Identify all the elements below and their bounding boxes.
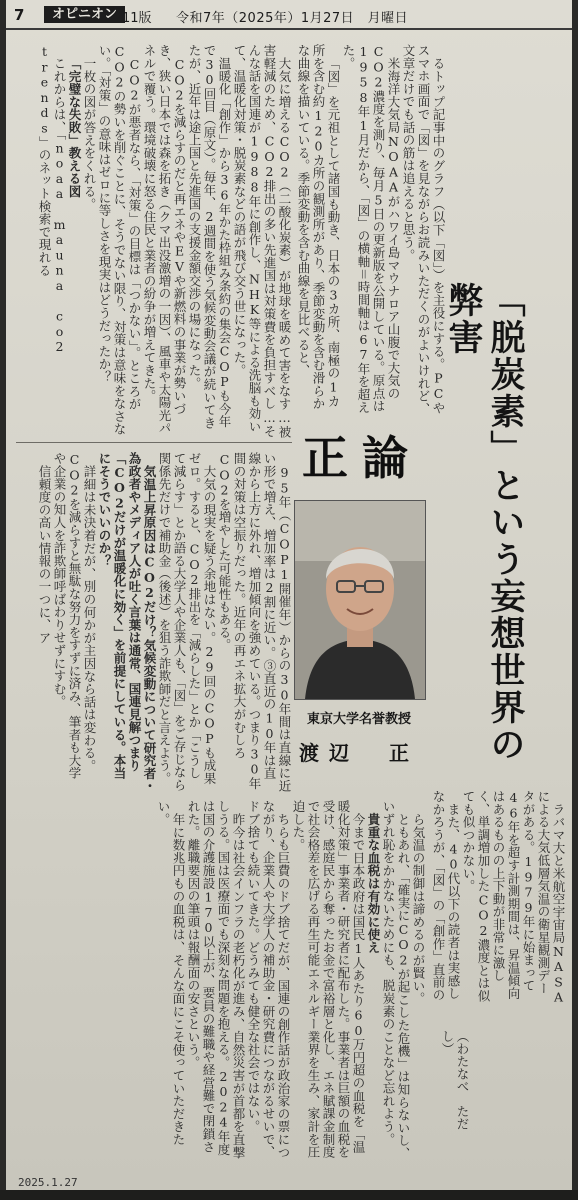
paragraph: 一枚の図が答えをくれる。 bbox=[82, 56, 97, 211]
author-signature: （わたなべ ただし） bbox=[440, 1030, 470, 1130]
edition-label: 11版 bbox=[122, 11, 152, 26]
paragraph: 95年（COP1開催年）からの30年間は直線に近い形で増え、増加率は2割に近い。③直近の10年は直線から上方に外れ、増加傾向を強めている。つまり30年間の対策は空振りだった。近年の再エネ拡大がむしろCO2を増やした可能性もある。 bbox=[217, 452, 292, 792]
paragraph: ともあれ、「確実にCO2が起こした危機」は知らないし、いずれ恥をかかないためにも、脱炭素のことなど忘れよう。 bbox=[381, 800, 411, 1160]
masthead bbox=[6, 0, 572, 30]
portrait-illustration bbox=[295, 501, 425, 699]
paragraph: 米海洋大気局NOAAがハワイ島マウナロア山腹で大気のCO2濃度を測り、毎月5日の更新版を公開している。原点は1958年1月だから、「図」の横軸＝時間軸は67年を超えた。 bbox=[341, 44, 401, 414]
lower-text-block bbox=[16, 452, 292, 792]
paragraph: また、40代以下の読者は実感しなかろうが、「図」の「創作」直前の bbox=[431, 790, 461, 1002]
author-byline bbox=[294, 708, 424, 766]
subheading: 気温上昇原因はCO2だけ？気候変動について研究者・為政者やメディア人が吐く言葉は通常、国連見解つまり「CO2だけが温暖化に効く」を前提にしている。本当にそうでいいのか？ bbox=[97, 452, 157, 792]
intro-text-block bbox=[16, 44, 292, 439]
paragraph: 大気に増えるCO2（二酸化炭素）が地球を暖めて害をなす…被害軽減のため、CO2排出の多い先進国は対策費を負担すべし…そんな話を国連が1988年に創作し、NHK等による洗脳も効いて、温暖化対策・脱炭素などの語が飛び交う世になった。 bbox=[232, 44, 292, 438]
subheading: 「完璧な失敗」教える図 bbox=[67, 56, 82, 198]
paragraph: 「図」を元祖として諸国も動き、日本の3カ所、南極の1カ所を含む約120カ所の観測所があり、季節変動を含む滑らかな曲線を描いている。季節変動を含む曲線を見比べると、 bbox=[296, 44, 341, 410]
photo-edge bbox=[0, 1190, 578, 1200]
paragraph: CO2が悪者なら、「対策」の目標は「つかない」。ところがCO2の勢いを削ぐことに、そうでない限り、対策は意味をなさない。「対策」の意味はゼロに等しさを現実はどうだったか？ bbox=[97, 44, 142, 436]
right-text-block bbox=[430, 790, 566, 1005]
dateline: 2025.1.27 bbox=[18, 1176, 78, 1189]
paragraph: ラバマ大と米航空宇宙局NASAによる大気低層気温の衛星観測データがある。1979年に始まって46年を超す計測期間は、昇温傾向はあるものの上下動が非常に激しく、単調増加したCO2濃度とは似ても似つかない。 bbox=[461, 790, 566, 1005]
masthead-rule bbox=[6, 28, 572, 30]
headline: 「脱炭素」という妄想世界の弊害 bbox=[443, 282, 525, 763]
author-title: 東京大学名誉教授 bbox=[306, 712, 411, 727]
author-name: 渡辺 正 bbox=[299, 741, 419, 765]
page-number: 7 bbox=[14, 6, 25, 24]
newspaper-page bbox=[6, 0, 572, 1190]
paragraph: 今まで日本政府は国民1人あたり60万円超の血税を「温暖化対策」事業者・研究者に配布した。事業者は巨額の血税を受け、感庭民から奪ったお金で富裕層と化し、エネ賦課金制度で社会格差を広げる再生可能エネルギー業界を生み、家計を圧迫した。 bbox=[291, 800, 366, 1159]
paragraph: ら気温の制御は諦めるのが賢い。 bbox=[411, 812, 426, 1005]
paragraph: 大気の現実を疑う余地はない。29回のCOPも成果ゼロ。すると、CO2排出を「減らした」とか「こうして減らす」とか語る大学人や企業人も、「図」をご存じなら関係先だけで補助金（後述）を狙う詐欺師だと言えよう。 bbox=[157, 452, 217, 792]
paragraph: 信頼度の高い情報の一つに、ア bbox=[37, 464, 52, 644]
paragraph: るトップ記事中のグラフ（以下「図」）を主役にする。PCやスマホ画面で「図」を見ながらお読みいただくのがよいけれど、文章だけでも話の筋は追えると思う。 bbox=[401, 44, 446, 416]
subheading: 貴重な血税は有効に使え bbox=[366, 812, 381, 954]
paragraph: 年に数兆円もの血税は、そんな面にこそ使っていただきたい。 bbox=[156, 800, 186, 1146]
paragraph: 温暖化「創作」から36年かた枠組み条約の集会COPも今年で30回目（原文）。毎年、2週間を使う気候変動会議が続いてきたが、近年は途上国と先進国の支援金額交渉の場になった。 bbox=[187, 44, 232, 430]
column-name: 正論 bbox=[302, 431, 422, 485]
middle-text-block bbox=[296, 44, 446, 419]
bottom-text-block bbox=[16, 800, 426, 1160]
author-portrait bbox=[294, 500, 426, 700]
paragraph: 詳細は未決着だが、別の何かが主因なら話は変わる。CO2を減らすと無駄な努力をすずに済み、筆者も大学や企業の知人を詐欺師呼ばわりせずにすむ。 bbox=[52, 452, 97, 780]
issue-date: 令和7年（2025年）1月27日 月曜日 bbox=[176, 11, 409, 26]
section-label: オピニオン bbox=[44, 6, 125, 23]
paragraph: 昨今は社会インフラの老朽化が進み、自然災害が首都を直撃しうる。国は医療面でも深刻な問題を抱える。2024年度は国の介護施設170以上が、要員の難職や経営難で閉鎖された。離職要因の筆頭は報酬面の安さという。 bbox=[186, 800, 246, 1159]
paragraph: CO2を減らすのだと再エネやEVや新燃料の事業が勢いづき、狭い日本では森を拓き（クマ出没激増の一因）、風車や太陽光パネルで覆う。環境破壊に怒る住民と業者の紛争が増えてきた。 bbox=[142, 44, 187, 435]
paragraph: ちらも巨費のドブ捨てだが、国連の創作話が政治家の票につながり、企業人や大学人の補助金・研究費につながるせいで、ドブ捨ても続いてきた。どうみても健全な社会ではない。 bbox=[246, 800, 291, 1159]
column-divider bbox=[16, 442, 292, 443]
paragraph: これからは、「noaa mauna co2 trends」のネット検索で現れる bbox=[37, 44, 67, 355]
